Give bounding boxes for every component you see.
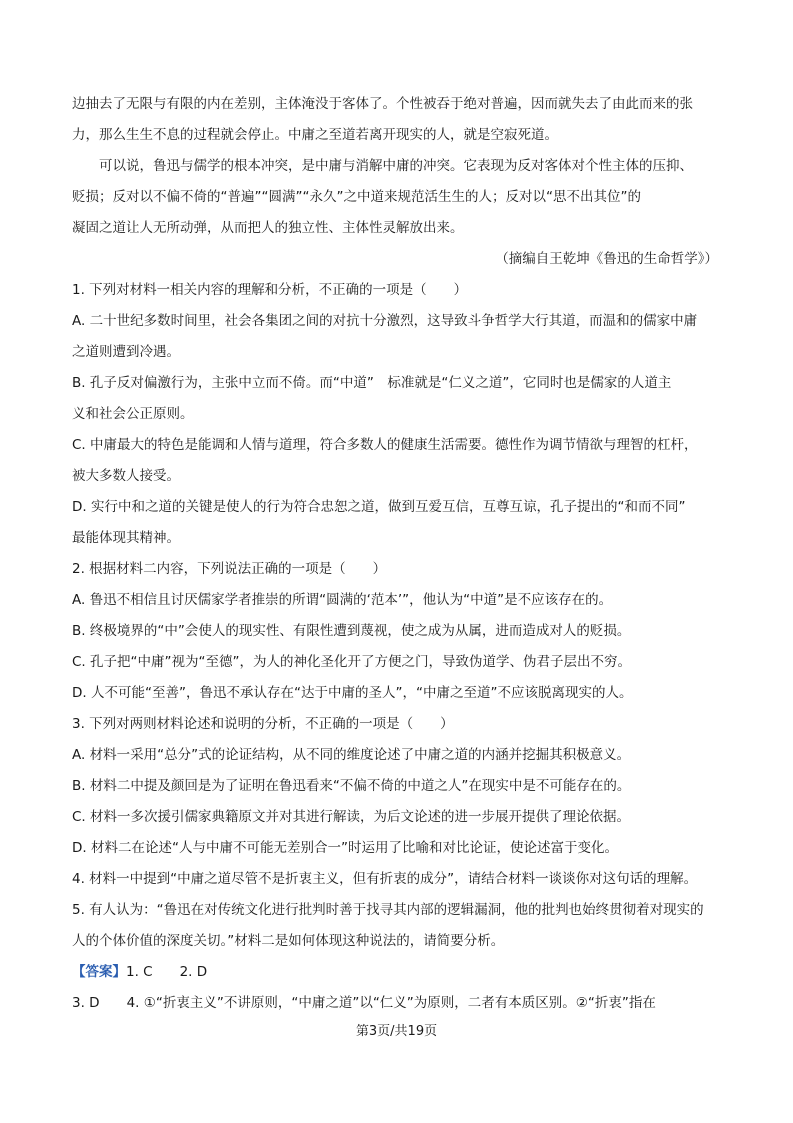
question-1-option-b: B. 孔子反对偏激行为，主张中立而不倚。而“中道” 标准就是“仁义之道”，它同时也是儒家的人道主 <box>72 375 672 391</box>
question-2-option-b: B. 终极境界的“中”会使人的现实性、有限性遭到蔑视，使之成为从属，进而造成对人的贬损。 <box>72 623 631 639</box>
question-1-option-d-cont: 最能体现其精神。 <box>72 530 180 546</box>
passage-line: 边抽去了无限与有限的内在差别，主体淹没于客体了。个性被吞于绝对普遍，因而就失去了由此而来的张 <box>72 96 693 112</box>
question-1-option-c-cont: 被大多数人接受。 <box>72 468 180 484</box>
question-1-option-b-cont: 义和社会公正原则。 <box>72 406 194 422</box>
question-2-option-a: A. 鲁迅不相信且讨厌儒家学者推崇的所谓“圆满的‘范本’”，他认为“中道”是不应该存在的。 <box>72 592 613 608</box>
question-1-option-a: A. 二十世纪多数时间里，社会各集团之间的对抗十分激烈，这导致斗争哲学大行其道，而温和的儒家中庸 <box>72 313 698 329</box>
question-4-stem: 4. 材料一中提到“中庸之道尽管不是折衷主义，但有折衷的成分”，请结合材料一谈谈你对这句话的理解。 <box>72 871 698 887</box>
answer-line: 3. D 4. ①“折衷主义”不讲原则，“中庸之道”以“仁义”为原则，二者有本质区别。②“折衷”指在 <box>72 995 656 1011</box>
question-3-option-a: A. 材料一采用“总分”式的论证结构，从不同的维度论述了中庸之道的内涵并挖掘其积极意义。 <box>72 747 631 763</box>
answer-tag: 【答案】 <box>72 964 126 980</box>
question-2-option-d: D. 人不可能“至善”，鲁迅不承认存在“达于中庸的圣人”，“中庸之至道”不应该脱离现实的人。 <box>72 685 633 701</box>
question-2-stem: 2. 根据材料二内容，下列说法正确的一项是（ ） <box>72 561 387 577</box>
page-number: 第3页/共19页 <box>355 1024 438 1039</box>
question-3-option-b: B. 材料二中提及颜回是为了证明在鲁迅看来“不偏不倚的中道之人”在现实中是不可能存在的。 <box>72 778 631 794</box>
question-1-option-a-cont: 之道则遭到冷遇。 <box>72 344 180 360</box>
passage-line: 可以说，鲁迅与儒学的根本冲突，是中庸与消解中庸的冲突。它表现为反对客体对个性主体的压抑、 <box>99 158 693 174</box>
answer-values: 1. C 2. D <box>126 964 208 980</box>
question-3-stem: 3. 下列对两则材料论述和说明的分析，不正确的一项是（ ） <box>72 716 454 732</box>
question-1-option-d: D. 实行中和之道的关键是使人的行为符合忠恕之道，做到互爱互信，互尊互谅，孔子提出的“和而不同” <box>72 499 686 515</box>
question-2-option-c: C. 孔子把“中庸”视为“至德”，为人的神化圣化开了方便之门，导致伪道学、伪君子层出不穷。 <box>72 654 631 670</box>
page-content <box>72 92 722 1022</box>
answer-line <box>72 960 722 991</box>
question-1-stem: 1. 下列对材料一相关内容的理解和分析，不正确的一项是（ ） <box>72 282 468 298</box>
question-5-stem: 5. 有人认为：“鲁迅在对传统文化进行批判时善于找寻其内部的逻辑漏洞，他的批判也始终贯彻着对现实的 <box>72 902 704 918</box>
question-3-option-c: C. 材料一多次援引儒家典籍原文并对其进行解读，为后文论述的进一步展开提供了理论依据。 <box>72 809 631 825</box>
passage-line: 力，那么生生不息的过程就会停止。中庸之至道若离开现实的人，就是空寂死道。 <box>72 127 558 143</box>
passage-line: 贬损；反对以不偏不倚的“普遍”“圆满”“永久”之中道来规范活生生的人；反对以“思不出其位”的 <box>72 189 641 205</box>
question-3-option-d: D. 材料二在论述“人与中庸不可能无差别合一”时运用了比喻和对比论证，使论述富于变化。 <box>72 840 618 856</box>
question-1-option-c: C. 中庸最大的特色是能调和人情与道理，符合多数人的健康生活需要。德性作为调节情欲与理智的杠杆， <box>72 437 698 453</box>
passage-line: 凝固之道让人无所动弹，从而把人的独立性、主体性灵解放出来。 <box>72 220 464 236</box>
source-citation: （摘编自王乾坤《鲁迅的生命哲学》） <box>495 251 718 267</box>
question-5-stem-cont: 人的个体价值的深度关切。”材料二是如何体现这种说法的，请简要分析。 <box>72 933 505 949</box>
